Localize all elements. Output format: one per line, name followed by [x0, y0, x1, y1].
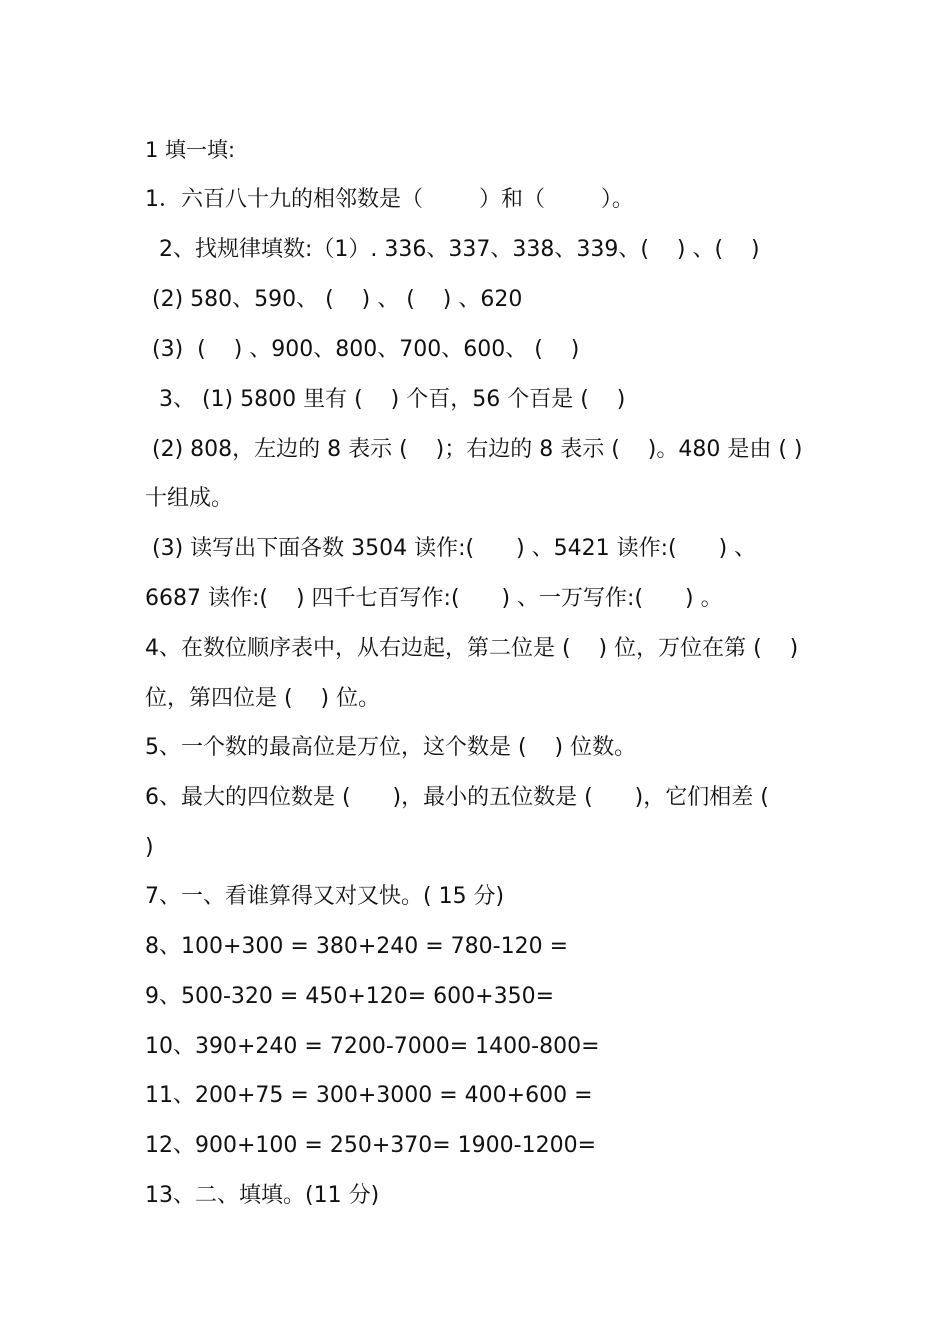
question-line-15: 7、一、看谁算得又对又快。( 15 分) — [145, 884, 505, 909]
question-line-20: 12、900+100 = 250+370= 1900-1200= — [145, 1133, 597, 1158]
question-line-10: 4、在数位顺序表中，从右边起，第二位是 ( ) 位，万位在第 ( ) — [145, 636, 799, 661]
question-line-12: 5、一个数的最高位是万位，这个数是 ( ) 位数。 — [145, 735, 637, 760]
question-line-19: 11、200+75 = 300+3000 = 400+600 = — [145, 1083, 593, 1108]
question-line-11: 位，第四位是 ( ) 位。 — [145, 686, 381, 711]
question-line-4: (3) ( ) 、900、800、700、600、 ( ) — [145, 337, 580, 362]
question-line-5: 3、 (1) 5800 里有 ( ) 个百，56 个百是 ( ) — [145, 387, 626, 412]
question-line-3: (2) 580、590、 ( ) 、 ( ) 、620 — [145, 287, 523, 312]
question-line-17: 9、500-320 = 450+120= 600+350= — [145, 984, 555, 1009]
question-line-7: 十组成。 — [145, 486, 234, 511]
question-line-6: (2) 808，左边的 8 表示 ( )；右边的 8 表示 ( )。480 是由 ( ) — [145, 437, 803, 462]
section-title: 1 填一填: — [145, 138, 236, 162]
question-line-9: 6687 读作:( ) 四千七百写作:( ) 、一万写作:( ) 。 — [145, 586, 723, 611]
question-line-13: 6、最大的四位数是 ( )，最小的五位数是 ( )，它们相差 ( — [145, 785, 769, 810]
question-line-16: 8、100+300 = 380+240 = 780-120 = — [145, 934, 569, 959]
question-line-1: 1．六百八十九的相邻数是（ ）和（ ）。 — [145, 187, 634, 212]
question-line-2: 2、找规律填数:（1）. 336、337、338、339、( ) 、( ) — [145, 237, 760, 262]
question-line-14: ) — [145, 835, 154, 860]
question-line-21: 13、二、填填。(11 分) — [145, 1183, 380, 1208]
question-line-18: 10、390+240 = 7200-7000= 1400-800= — [145, 1034, 600, 1059]
question-line-8: (3) 读写出下面各数 3504 读作:( ) 、5421 读作:( ) 、 — [145, 536, 757, 561]
